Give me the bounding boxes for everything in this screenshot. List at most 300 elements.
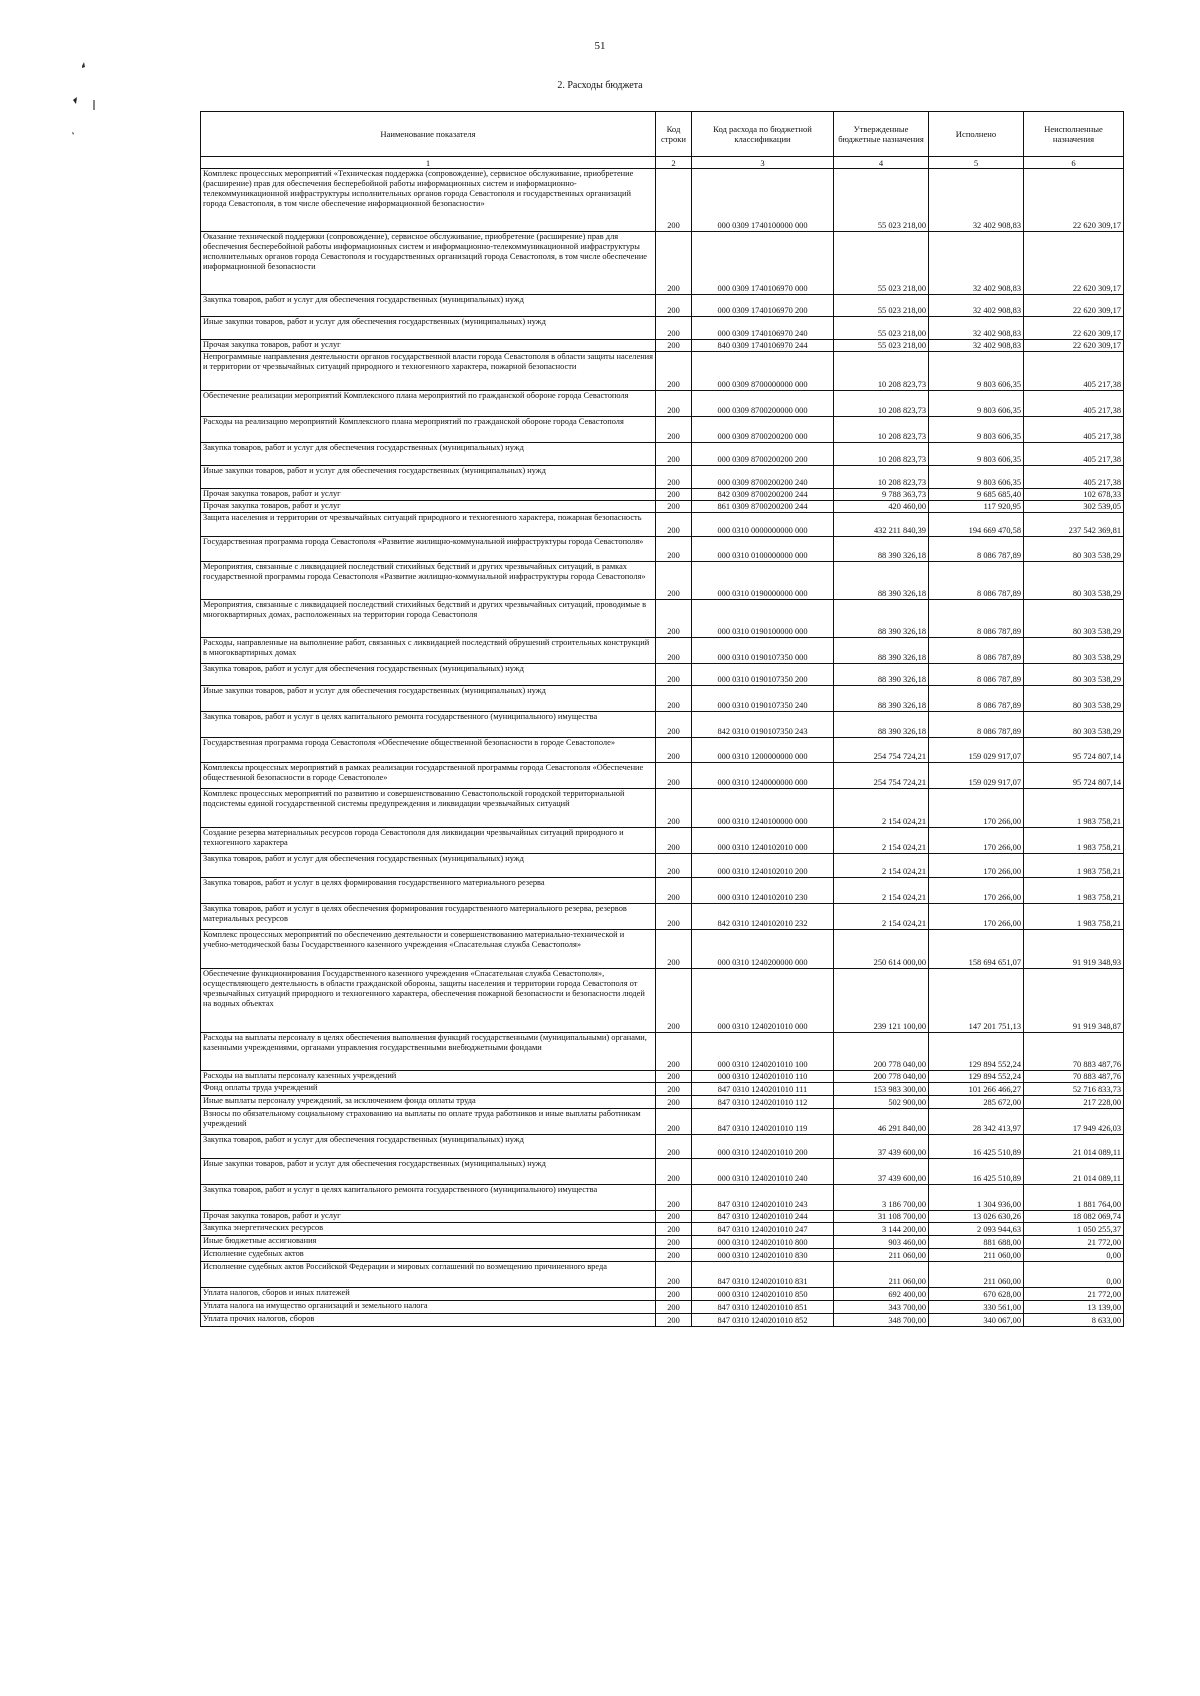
row-unexecuted: 405 217,38 [1024,443,1124,466]
row-unexecuted: 302 539,05 [1024,501,1124,513]
row-name: Закупка товаров, работ и услуг для обеспечения государственных (муниципальных) нужд [201,854,656,878]
row-executed: 9 803 606,35 [929,391,1024,417]
row-approved: 31 108 700,00 [834,1211,929,1223]
row-approved: 10 208 823,73 [834,466,929,489]
table-row [201,1135,1124,1159]
row-line-code: 200 [656,1109,692,1135]
column-number: 6 [1024,157,1124,169]
row-line-code: 200 [656,1249,692,1262]
row-approved: 3 186 700,00 [834,1185,929,1211]
table-row [201,600,1124,638]
row-approved: 10 208 823,73 [834,391,929,417]
table-row [201,340,1124,352]
row-budget-code: 847 0310 1240201010 111 [692,1083,834,1096]
row-budget-code: 000 0309 1740106970 240 [692,317,834,340]
table-row [201,417,1124,443]
row-line-code: 200 [656,1223,692,1236]
row-approved: 343 700,00 [834,1301,929,1314]
table-row [201,1033,1124,1071]
budget-expenditure-table [200,111,1124,1327]
column-number: 1 [201,157,656,169]
row-unexecuted: 405 217,38 [1024,417,1124,443]
row-executed: 129 894 552,24 [929,1071,1024,1083]
row-line-code: 200 [656,352,692,391]
row-unexecuted: 102 678,33 [1024,489,1124,501]
table-row [201,501,1124,513]
row-executed: 211 060,00 [929,1249,1024,1262]
row-name: Исполнение судебных актов Российской Федерации и мировых соглашений по возмещению причиненного вреда [201,1262,656,1288]
row-line-code: 200 [656,930,692,969]
row-name: Закупка товаров, работ и услуг для обеспечения государственных (муниципальных) нужд [201,295,656,317]
table-row [201,763,1124,789]
row-approved: 211 060,00 [834,1249,929,1262]
section-title: 2. Расходы бюджета [557,80,643,91]
row-line-code: 200 [656,391,692,417]
row-unexecuted: 21 772,00 [1024,1236,1124,1249]
row-approved: 10 208 823,73 [834,443,929,466]
row-executed: 285 672,00 [929,1096,1024,1109]
row-unexecuted: 1 983 758,21 [1024,789,1124,828]
row-line-code: 200 [656,878,692,904]
row-line-code: 200 [656,1301,692,1314]
table-row [201,828,1124,854]
row-approved: 88 390 326,18 [834,664,929,686]
row-line-code: 200 [656,295,692,317]
table-row [201,317,1124,340]
row-budget-code: 000 0309 8700200200 240 [692,466,834,489]
row-name: Иные выплаты персоналу учреждений, за исключением фонда оплаты труда [201,1096,656,1109]
row-executed: 32 402 908,83 [929,317,1024,340]
row-name: Закупка товаров, работ и услуг в целях обеспечения формирования государственного материального резерва, резервов материальных ресурсов [201,904,656,930]
row-approved: 55 023 218,00 [834,317,929,340]
row-executed: 170 266,00 [929,828,1024,854]
row-approved: 88 390 326,18 [834,562,929,600]
row-executed: 8 086 787,89 [929,537,1024,562]
table-row [201,930,1124,969]
row-name: Защита населения и территории от чрезвычайных ситуаций природного и техногенного характера, пожарная безопасность [201,513,656,537]
row-executed: 8 086 787,89 [929,664,1024,686]
row-line-code: 200 [656,664,692,686]
row-line-code: 200 [656,686,692,712]
table-row [201,686,1124,712]
row-unexecuted: 0,00 [1024,1249,1124,1262]
row-executed: 2 093 944,63 [929,1223,1024,1236]
row-line-code: 200 [656,1033,692,1071]
row-approved: 3 144 200,00 [834,1223,929,1236]
table-row [201,169,1124,232]
row-name: Уплата налога на имущество организаций и земельного налога [201,1301,656,1314]
row-unexecuted: 405 217,38 [1024,391,1124,417]
table-header-row [201,112,1124,157]
row-budget-code: 000 0310 1240201010 800 [692,1236,834,1249]
row-approved: 88 390 326,18 [834,537,929,562]
row-line-code: 200 [656,501,692,513]
row-unexecuted: 21 014 089,11 [1024,1135,1124,1159]
row-approved: 88 390 326,18 [834,712,929,738]
row-name: Мероприятия, связанные с ликвидацией последствий стихийных бедствий и других чрезвычайных ситуаций, в рамках государственной программы города Севастополя «Развитие жилищно-коммунальной инфраструктуры города Севастополя» [201,562,656,600]
row-unexecuted: 22 620 309,17 [1024,317,1124,340]
row-name: Закупка товаров, работ и услуг для обеспечения государственных (муниципальных) нужд [201,664,656,686]
row-name: Обеспечение функционирования Государственного казенного учреждения «Спасательная служба Севастополя», осуществляющего деятельность в области гражданской обороны, защиты населения и территории города Севастополя от чрезвычайных ситуаций природного и техногенного характера, обеспечения пожарной безопасности и безопасности людей на водных объектах [201,969,656,1033]
row-name: Уплата прочих налогов, сборов [201,1314,656,1327]
row-name: Иные бюджетные ассигнования [201,1236,656,1249]
table-row [201,1288,1124,1301]
row-budget-code: 000 0309 1740100000 000 [692,169,834,232]
row-executed: 670 628,00 [929,1288,1024,1301]
row-name: Мероприятия, связанные с ликвидацией последствий стихийных бедствий и других чрезвычайных ситуаций, проводимые в многоквартирных домах, расположенных на территории города Севастополя [201,600,656,638]
table-row [201,1071,1124,1083]
row-unexecuted: 1 050 255,37 [1024,1223,1124,1236]
table-row [201,854,1124,878]
row-budget-code: 000 0309 8700000000 000 [692,352,834,391]
row-unexecuted: 80 303 538,29 [1024,686,1124,712]
row-executed: 117 920,95 [929,501,1024,513]
row-name: Взносы по обязательному социальному страхованию на выплаты по оплате труда работников и иные выплаты работникам учреждений [201,1109,656,1135]
row-budget-code: 000 0310 1240201010 110 [692,1071,834,1083]
row-approved: 88 390 326,18 [834,600,929,638]
row-budget-code: 000 0310 0190107350 000 [692,638,834,664]
row-approved: 2 154 024,21 [834,789,929,828]
row-unexecuted: 70 883 487,76 [1024,1033,1124,1071]
row-line-code: 200 [656,1096,692,1109]
row-budget-code: 000 0310 1240102010 230 [692,878,834,904]
row-approved: 239 121 100,00 [834,969,929,1033]
row-executed: 9 803 606,35 [929,443,1024,466]
table-body [201,169,1124,1327]
header-executed: Исполнено [929,112,1024,157]
row-line-code: 200 [656,763,692,789]
row-name: Расходы, направленные на выполнение работ, связанных с ликвидацией последствий обрушений строительных конструкций в многоквартирных домах [201,638,656,664]
row-budget-code: 000 0310 0190107350 200 [692,664,834,686]
row-executed: 211 060,00 [929,1262,1024,1288]
table-row [201,712,1124,738]
row-line-code: 200 [656,969,692,1033]
row-executed: 32 402 908,83 [929,295,1024,317]
row-name: Расходы на выплаты персоналу в целях обеспечения выполнения функций государственными (муниципальными) органами, казенными учреждениями, органами управления государственными внебюджетными фондами [201,1033,656,1071]
row-budget-code: 000 0310 1240201010 240 [692,1159,834,1185]
row-budget-code: 000 0310 1240200000 000 [692,930,834,969]
row-line-code: 200 [656,712,692,738]
table-row [201,1301,1124,1314]
row-line-code: 200 [656,828,692,854]
row-unexecuted: 21 772,00 [1024,1288,1124,1301]
row-name: Непрограммные направления деятельности органов государственной власти города Севастополя в области защиты населения и территории от чрезвычайных ситуаций природного и техногенного характера, пожарной безопасности [201,352,656,391]
table-row [201,1185,1124,1211]
row-line-code: 200 [656,562,692,600]
row-unexecuted: 217 228,00 [1024,1096,1124,1109]
row-approved: 2 154 024,21 [834,878,929,904]
row-line-code: 200 [656,789,692,828]
row-approved: 200 778 040,00 [834,1071,929,1083]
row-approved: 55 023 218,00 [834,169,929,232]
table-row [201,904,1124,930]
row-line-code: 200 [656,417,692,443]
row-executed: 32 402 908,83 [929,169,1024,232]
row-budget-code: 842 0309 8700200200 244 [692,489,834,501]
column-number: 2 [656,157,692,169]
row-budget-code: 847 0310 1240201010 247 [692,1223,834,1236]
table-row [201,466,1124,489]
row-budget-code: 000 0310 0190100000 000 [692,600,834,638]
row-budget-code: 000 0309 8700200000 000 [692,391,834,417]
row-budget-code: 000 0310 1240201010 200 [692,1135,834,1159]
row-budget-code: 000 0310 1240201010 830 [692,1249,834,1262]
row-unexecuted: 22 620 309,17 [1024,295,1124,317]
row-unexecuted: 95 724 807,14 [1024,763,1124,789]
row-approved: 692 400,00 [834,1288,929,1301]
table-row [201,537,1124,562]
row-name: Иные закупки товаров, работ и услуг для обеспечения государственных (муниципальных) нужд [201,466,656,489]
row-line-code: 200 [656,232,692,295]
table-row [201,969,1124,1033]
row-executed: 9 803 606,35 [929,466,1024,489]
row-unexecuted: 237 542 369,81 [1024,513,1124,537]
table-row [201,391,1124,417]
row-unexecuted: 17 949 426,03 [1024,1109,1124,1135]
row-executed: 8 086 787,89 [929,600,1024,638]
row-budget-code: 000 0310 0000000000 000 [692,513,834,537]
table-row [201,664,1124,686]
table-row [201,232,1124,295]
row-budget-code: 000 0310 1240102010 200 [692,854,834,878]
table-row [201,1211,1124,1223]
row-approved: 153 983 300,00 [834,1083,929,1096]
row-budget-code: 847 0310 1240201010 831 [692,1262,834,1288]
row-budget-code: 847 0310 1240201010 851 [692,1301,834,1314]
row-name: Расходы на реализацию мероприятий Комплексного плана мероприятий по гражданской обороне города Севастополя [201,417,656,443]
row-executed: 159 029 917,07 [929,738,1024,763]
row-approved: 46 291 840,00 [834,1109,929,1135]
row-approved: 502 900,00 [834,1096,929,1109]
row-budget-code: 847 0310 1240201010 852 [692,1314,834,1327]
table-row [201,1223,1124,1236]
row-executed: 32 402 908,83 [929,232,1024,295]
row-executed: 8 086 787,89 [929,562,1024,600]
row-unexecuted: 22 620 309,17 [1024,169,1124,232]
row-name: Уплата налогов, сборов и иных платежей [201,1288,656,1301]
row-budget-code: 000 0310 0190000000 000 [692,562,834,600]
table-row [201,1096,1124,1109]
row-unexecuted: 80 303 538,29 [1024,537,1124,562]
row-line-code: 200 [656,513,692,537]
row-approved: 37 439 600,00 [834,1159,929,1185]
row-approved: 2 154 024,21 [834,854,929,878]
row-unexecuted: 405 217,38 [1024,352,1124,391]
row-executed: 16 425 510,89 [929,1159,1024,1185]
row-executed: 881 688,00 [929,1236,1024,1249]
row-name: Государственная программа города Севастополя «Обеспечение общественной безопасности в городе Севастополе» [201,738,656,763]
row-unexecuted: 22 620 309,17 [1024,232,1124,295]
row-unexecuted: 80 303 538,29 [1024,638,1124,664]
table-row [201,1262,1124,1288]
row-name: Оказание технической поддержки (сопровождение), сервисное обслуживание, приобретение (расширение) прав для обеспечения бесперебойной работы информационных систем и информационно-телекоммуникационной инфраструктуры исполнительных органов города Севастополя и государственных организаций города Севастополя, в том числе обеспечение информационной безопасности [201,232,656,295]
scan-marks [70,60,130,150]
row-approved: 88 390 326,18 [834,686,929,712]
row-line-code: 200 [656,317,692,340]
row-budget-code: 842 0310 1240102010 232 [692,904,834,930]
row-name: Закупка товаров, работ и услуг в целях капитального ремонта государственного (муниципального) имущества [201,712,656,738]
row-name: Прочая закупка товаров, работ и услуг [201,1211,656,1223]
row-budget-code: 000 0309 8700200200 200 [692,443,834,466]
row-name: Прочая закупка товаров, работ и услуг [201,489,656,501]
row-line-code: 200 [656,1236,692,1249]
header-name: Наименование показателя [201,112,656,157]
row-budget-code: 842 0310 0190107350 243 [692,712,834,738]
row-line-code: 200 [656,169,692,232]
row-budget-code: 000 0309 1740106970 200 [692,295,834,317]
row-line-code: 200 [656,1159,692,1185]
row-unexecuted: 1 881 764,00 [1024,1185,1124,1211]
row-executed: 170 266,00 [929,904,1024,930]
row-line-code: 200 [656,1288,692,1301]
row-line-code: 200 [656,638,692,664]
column-number: 3 [692,157,834,169]
row-unexecuted: 1 983 758,21 [1024,878,1124,904]
row-approved: 55 023 218,00 [834,232,929,295]
row-executed: 8 086 787,89 [929,686,1024,712]
row-unexecuted: 80 303 538,29 [1024,600,1124,638]
row-unexecuted: 405 217,38 [1024,466,1124,489]
header-budget-code: Код расхода по бюджетной классификации [692,112,834,157]
table-row [201,1083,1124,1096]
row-executed: 16 425 510,89 [929,1135,1024,1159]
row-name: Прочая закупка товаров, работ и услуг [201,340,656,352]
table-row [201,443,1124,466]
table-row [201,1236,1124,1249]
row-budget-code: 847 0310 1240201010 112 [692,1096,834,1109]
row-approved: 37 439 600,00 [834,1135,929,1159]
row-line-code: 200 [656,340,692,352]
row-name: Закупка товаров, работ и услуг в целях капитального ремонта государственного (муниципального) имущества [201,1185,656,1211]
row-executed: 9 685 685,40 [929,489,1024,501]
row-line-code: 200 [656,738,692,763]
row-budget-code: 000 0310 0190107350 240 [692,686,834,712]
row-approved: 2 154 024,21 [834,828,929,854]
row-approved: 10 208 823,73 [834,417,929,443]
row-executed: 9 803 606,35 [929,417,1024,443]
row-name: Иные закупки товаров, работ и услуг для обеспечения государственных (муниципальных) нужд [201,686,656,712]
table-row [201,562,1124,600]
row-approved: 211 060,00 [834,1262,929,1288]
row-executed: 170 266,00 [929,854,1024,878]
column-number-row [201,157,1124,169]
row-unexecuted: 80 303 538,29 [1024,664,1124,686]
row-line-code: 200 [656,854,692,878]
row-budget-code: 000 0310 1240000000 000 [692,763,834,789]
row-name: Расходы на выплаты персоналу казенных учреждений [201,1071,656,1083]
column-number: 4 [834,157,929,169]
row-approved: 9 788 363,73 [834,489,929,501]
row-executed: 9 803 606,35 [929,352,1024,391]
row-budget-code: 840 0309 1740106970 244 [692,340,834,352]
header-line-code: Код строки [656,112,692,157]
row-approved: 250 614 000,00 [834,930,929,969]
row-line-code: 200 [656,1083,692,1096]
row-approved: 420 460,00 [834,501,929,513]
row-unexecuted: 80 303 538,29 [1024,562,1124,600]
row-budget-code: 000 0310 0100000000 000 [692,537,834,562]
row-unexecuted: 95 724 807,14 [1024,738,1124,763]
row-executed: 8 086 787,89 [929,712,1024,738]
row-executed: 147 201 751,13 [929,969,1024,1033]
row-name: Комплексы процессных мероприятий в рамках реализации государственной программы города Севастополя «Обеспечение общественной безопасности в городе Севастополе» [201,763,656,789]
row-budget-code: 000 0310 1240201010 100 [692,1033,834,1071]
header-approved: Утвержденные бюджетные назначения [834,112,929,157]
page-number: 51 [594,40,606,52]
row-approved: 10 208 823,73 [834,352,929,391]
row-executed: 1 304 936,00 [929,1185,1024,1211]
row-line-code: 200 [656,537,692,562]
table-row [201,352,1124,391]
row-budget-code: 000 0309 1740106970 000 [692,232,834,295]
row-name: Создание резерва материальных ресурсов города Севастополя для ликвидации чрезвычайных ситуаций природного и техногенного характера [201,828,656,854]
row-executed: 101 266 466,27 [929,1083,1024,1096]
row-name: Комплекс процессных мероприятий «Техническая поддержка (сопровождение), сервисное обслуживание, приобретение (расширение) прав для обеспечения бесперебойной работы информационных систем и информационно-телекоммуникационной инфраструктуры исполнительных органов города Севастополя и государственных организаций города Севастополя, в том числе обеспечение информационной безопасности» [201,169,656,232]
table-row [201,1109,1124,1135]
row-executed: 194 669 470,58 [929,513,1024,537]
row-unexecuted: 18 082 069,74 [1024,1211,1124,1223]
row-line-code: 200 [656,1135,692,1159]
row-unexecuted: 8 633,00 [1024,1314,1124,1327]
row-unexecuted: 21 014 089,11 [1024,1159,1124,1185]
row-executed: 129 894 552,24 [929,1033,1024,1071]
header-unexecuted: Неисполненные назначения [1024,112,1124,157]
row-line-code: 200 [656,904,692,930]
row-approved: 55 023 218,00 [834,295,929,317]
table-row [201,1249,1124,1262]
row-approved: 432 211 840,39 [834,513,929,537]
row-budget-code: 000 0310 1240201010 850 [692,1288,834,1301]
table-row [201,489,1124,501]
row-approved: 254 754 724,21 [834,738,929,763]
row-budget-code: 000 0309 8700200200 000 [692,417,834,443]
row-executed: 32 402 908,83 [929,340,1024,352]
row-executed: 13 026 630,26 [929,1211,1024,1223]
row-name: Исполнение судебных актов [201,1249,656,1262]
table-row [201,1159,1124,1185]
row-unexecuted: 80 303 538,29 [1024,712,1124,738]
row-unexecuted: 1 983 758,21 [1024,854,1124,878]
row-executed: 8 086 787,89 [929,638,1024,664]
row-unexecuted: 1 983 758,21 [1024,904,1124,930]
row-budget-code: 000 0310 1240102010 000 [692,828,834,854]
row-name: Комплекс процессных мероприятий по обеспечению деятельности и совершенствованию материально-технической и учебно-методической базы Государственного казенного учреждения «Спасательная служба Севастополя» [201,930,656,969]
row-line-code: 200 [656,1071,692,1083]
row-unexecuted: 70 883 487,76 [1024,1071,1124,1083]
table-row [201,295,1124,317]
row-line-code: 200 [656,489,692,501]
row-name: Закупка товаров, работ и услуг для обеспечения государственных (муниципальных) нужд [201,443,656,466]
row-budget-code: 861 0309 8700200200 244 [692,501,834,513]
row-unexecuted: 0,00 [1024,1262,1124,1288]
row-name: Фонд оплаты труда учреждений [201,1083,656,1096]
table-row [201,789,1124,828]
table-row [201,513,1124,537]
row-unexecuted: 13 139,00 [1024,1301,1124,1314]
table-row [201,1314,1124,1327]
row-executed: 330 561,00 [929,1301,1024,1314]
column-number: 5 [929,157,1024,169]
row-name: Иные закупки товаров, работ и услуг для обеспечения государственных (муниципальных) нужд [201,317,656,340]
row-line-code: 200 [656,1262,692,1288]
row-approved: 903 460,00 [834,1236,929,1249]
row-name: Закупка энергетических ресурсов [201,1223,656,1236]
row-name: Закупка товаров, работ и услуг в целях формирования государственного материального резерва [201,878,656,904]
table-row [201,638,1124,664]
row-line-code: 200 [656,1314,692,1327]
row-executed: 170 266,00 [929,789,1024,828]
row-executed: 159 029 917,07 [929,763,1024,789]
